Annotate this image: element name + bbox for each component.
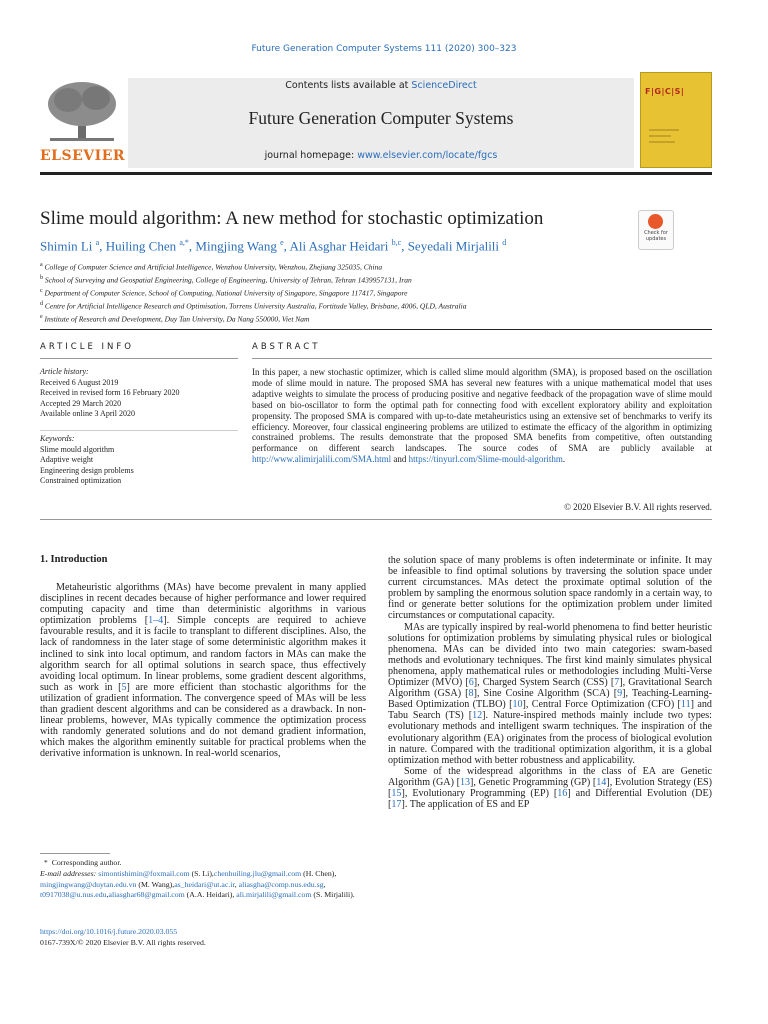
affiliation-text: Institute of Research and Development, Duy Tan University, Da Nang 550000, Viet Nam [44,314,310,324]
author-list: Shimin Li $^a$, Huiling Chen $^{a,*}$, Mingjing Wang $^e$, Ali Asghar Heidari $^{b,c}$, Seyedali Mirjalili $^d$ [40,238,507,254]
info-rule [40,358,238,359]
body-column-left [40,582,366,760]
journal-citation[interactable]: Future Generation Computer Systems 111 (2020) 300–323 [251,44,517,54]
abstract-heading: ABSTRACT [252,342,321,352]
citation-link[interactable]: 7 [614,677,620,689]
section-heading-introduction: 1. Introduction [40,554,108,565]
homepage-line [128,150,634,161]
article-title: Slime mould algorithm: A new method for stochastic optimization [40,208,544,229]
email-label: E-mail addresses: [40,868,97,878]
affiliation-mark: a [40,262,43,268]
sciencedirect-link[interactable]: ScienceDirect [411,80,477,91]
citation-link[interactable]: 10 [512,699,523,711]
affiliation-text: College of Computer Science and Artificial Intelligence, Wenzhou University, Wenzhou, Zhejiang 325035, China [44,262,383,272]
author-name[interactable]: Ali Asghar Heidari [289,238,389,254]
author-affiliation-mark: a,* [179,238,189,247]
keyword-list [40,445,238,487]
abstract-copyright: © 2020 Elsevier B.V. All rights reserved. [564,502,712,512]
email-link[interactable]: mingjingwang@duytan.edu.vn [40,879,137,889]
doi-link[interactable]: https://doi.org/10.1016/j.future.2020.03.055 [40,927,178,936]
article-info-heading: ARTICLE INFO [40,342,134,352]
body-paragraph: MAs are typically inspired by real-world phenomena to find better heuristic solutions for optimization problems by simulating physical rules or biological phenomena. MAs can be divided into two main categories: swam-based methods and evolutionary techniques. The first kind mainly simulates physical phenomena, apply mathematical rules or methodologies including Multi-Verse Optimizer (MVO) [6], Charged System Search (CSS) [7], Gravitational Search Algorithm (GSA) [8], Sine Cosine Algorithm (SCA) [9], Teaching-Learning-Based Optimization (TLBO) [10], Central Force Optimization (CFO) [11] and Tabu Search (TS) [12]. Nature-inspired methods mainly include two types: evolutionary methods and intelligent swarm techniques. The inspiration of the evolutionary algorithm (EA) originates from the process of biological evolution in nature. Compared with the traditional optimization algorithm, it is a global optimization method with better robustness and applicability. [388,621,712,766]
citation-link[interactable]: 11 [680,699,691,711]
article-history [40,367,238,420]
body-paragraph: the solution space of many problems is often indeterminate or infinite. It may be infeasible to find optimal solutions by traversing the solution space under current circumstances. MAs detect the proximate optimal solution of the problem by sampling the enormous solution space randomly in a certain way, to find or generate better solutions for the optimization problem under limited circumstances or computational capacity. [388,555,712,622]
abstract-bottom-rule [40,519,712,520]
email-link[interactable]: ali.mirjalili@gmail.com [236,890,312,900]
contents-prefix: Contents lists available at [285,80,412,91]
contents-line [128,80,634,91]
keyword-item: Constrained optimization [40,476,122,486]
affiliation-item [40,299,660,312]
citation-link[interactable]: 8 [468,688,474,700]
citation-link[interactable]: 17 [391,799,402,811]
affiliation-mark: c [40,288,43,294]
corresponding-label: Corresponding author. [51,858,122,867]
keywords-label: Keywords: [40,434,75,443]
keywords-block [40,434,238,487]
cover-decoration [649,141,675,143]
citation-link[interactable]: 15 [391,787,402,799]
author-affiliation-mark: b,c [391,238,402,247]
author-name[interactable]: Shimin Li [40,238,93,254]
email-link[interactable]: chenhuiling.jlu@gmail.com [213,868,302,878]
history-item: Available online 3 April 2020 [40,409,135,419]
homepage-link[interactable]: www.elsevier.com/locate/fgcs [357,150,498,161]
author-name[interactable]: Mingjing Wang [195,238,277,254]
publisher-wordmark: ELSEVIER [40,148,126,164]
doi-link-line [40,927,177,936]
history-item: Received in revised form 16 February 2020 [40,388,180,398]
history-list [40,378,238,420]
cover-decoration [649,129,679,131]
title-rule [40,329,712,330]
keyword-item: Adaptive weight [40,455,94,465]
email-link[interactable]: aliasghar68@gmail.com [108,890,185,900]
affiliation-text: Department of Computer Science, School of Computing, National University of Singapore, Singapore 117417, Singapore [44,288,408,298]
sma-code-link[interactable]: http://www.alimirjalili.com/SMA.html [252,454,392,465]
homepage-prefix: journal homepage: [264,150,358,161]
tree-icon [44,78,120,144]
footnote-rule [40,853,110,854]
keyword-item: Slime mould algorithm [40,444,115,454]
affiliation-item [40,273,660,286]
history-item: Received 6 August 2019 [40,377,119,387]
keywords-rule [40,430,238,431]
cover-decoration [649,135,671,137]
citation-link[interactable]: 6 [468,677,474,689]
history-label: Article history: [40,367,89,376]
abstract-end: . [562,454,566,465]
affiliation-text: School of Surveying and Geospatial Engineering, College of Engineering, University of Tehran, Tehran 1439957131, Iran [44,275,412,285]
affiliation-item [40,286,660,299]
corresponding-note: * Corresponding author. [40,858,122,867]
journal-title: Future Generation Computer Systems [248,108,514,128]
email-link[interactable]: simontishimin@foxmail.com [98,868,190,878]
issn-line: 0167-739X/© 2020 Elsevier B.V. All rights reserved. [40,938,206,947]
affiliation-mark: d [40,301,43,307]
check-for-updates-button[interactable] [638,210,674,250]
header-rule [40,172,712,175]
email-link[interactable]: as_heidari@ut.ac.ir [174,879,235,889]
author-affiliation-mark: a [95,238,100,247]
citation-link[interactable]: 13 [459,776,471,788]
tinyurl-link[interactable]: https://tinyurl.com/Slime-mould-algorithm [408,454,563,465]
keyword-item: Engineering design problems [40,465,134,475]
affiliation-item [40,312,660,325]
author-name[interactable]: Huiling Chen [105,238,177,254]
citation-link[interactable]: 9 [617,688,623,700]
body-paragraph: Metaheuristic algorithms (MAs) have become prevalent in many applied disciplines in recent decades because of higher performance and lower required computing capacity and time than deterministic algorithms in various optimization problems [1–4]. Simple concepts are required to achieve favourable results, and it is facile to transplant to different disciplines. Also, the lack of randomness in the later stage of some deterministic algorithm makes it inclined to sink into local optimum, and random factors in MAs can make the algorithm search for all optimal solutions in search space, thus effectively avoiding local optimum. In linear problems, some gradient descent algorithms, such as work in [5] are more efficient than stochastic algorithms for the utilization of gradient information. The convergence speed of MAs will be less than gradient descent algorithms and can be considered as a drawback. In non-linear problems, however, MAs typically commence the optimization process with randomly generated solutions and do not demand gradient information, which makes the algorithm eminently suitable for practical problems when the derivative information is unknown. In real-world scenarios, [40,582,367,760]
email-link[interactable]: aliasgha@comp.nus.edu.sg [238,879,324,889]
citation-link[interactable]: 12 [472,710,483,722]
journal-banner [128,78,634,168]
affiliation-text: Centre for Artificial Intelligence Research and Optimisation, Torrens University Australia, Fortitude Valley, Brisbane, 4006, QLD, Australia [44,301,467,311]
abstract-rule [252,358,712,359]
footnotes [40,858,370,901]
body-paragraph: Some of the widespread algorithms in the class of EA are Genetic Algorithm (GA) [13], Genetic Programming (GP) [14], Evolution Strategy (ES) [15], Evolutionary Programming (EP) [16] and Differential Evolution (DE) [17]. The application of ES and EP [388,765,712,811]
cover-title: F|G|C|S| [645,87,685,96]
affiliation-item [40,260,660,273]
check-updates-label: Check for updates [644,230,668,242]
author-affiliation-mark: e [280,238,284,247]
abstract-text [252,367,712,465]
citation-link[interactable]: 16 [557,787,568,799]
affiliation-list [40,260,660,325]
journal-cover[interactable] [640,72,712,168]
email-link[interactable]: t0917038@u.nus.edu [40,890,107,900]
citation-link[interactable]: 14 [596,776,607,788]
check-updates-icon [648,214,663,229]
abstract-body: In this paper, a new stochastic optimizer, which is called slime mould algorithm (SMA), is proposed based on the oscillation mode of slime mould in nature. The proposed SMA has several new features with a unique mathematical model that uses adaptive weights to simulate the process of producing positive and negative feedback of the propagation wave of slime mould based on bio-oscillator to form the optimal path for connecting food with excellent exploratory ability and exploitation propensity. The proposed SMA is compared with up-to-date metaheuristics using an extensive set of benchmarks to verify its efficiency. Moreover, four classical engineering problems are utilized to estimate the efficacy of the algorithm in optimizing constrained problems. The results demonstrate that the proposed SMA benefits from competitive, often outstanding performance on different search landscapes. The source codes of SMA are publicly available at [252,367,712,454]
citation-link[interactable]: 5 [121,681,127,693]
elsevier-logo [40,78,126,166]
affiliation-mark: b [40,275,43,281]
email-addresses: E-mail addresses: simontishimin@foxmail.com (S. Li),chenhuiling.jlu@gmail.com (H. Chen), mingjingwang@duytan.edu.vn (M. Wang),as_heidari@ut.ac.ir, aliasgha@comp.nus.edu.sg, t0917038@u.nus.edu,aliasghar68@gmail.com (A.A. Heidari), ali.mirjalili@gmail.com (S. Mirjalili). [40,868,355,900]
history-item: Accepted 29 March 2020 [40,398,122,408]
author-affiliation-mark: d [502,238,507,247]
affiliation-mark: e [40,314,43,320]
citation-link[interactable]: 1–4 [148,615,164,627]
author-name[interactable]: Seyedali Mirjalili [407,238,500,254]
body-column-right [388,555,712,810]
abstract-conjunction: and [391,454,409,465]
